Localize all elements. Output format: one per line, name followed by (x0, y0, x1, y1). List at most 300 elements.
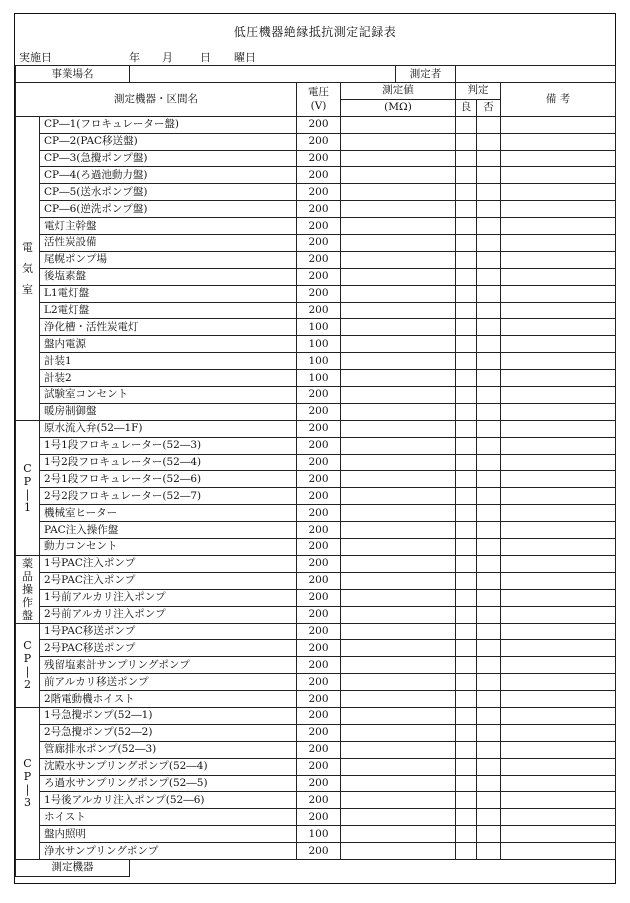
remarks-input[interactable] (501, 268, 616, 285)
remarks-input[interactable] (501, 606, 616, 623)
equipment-name: 電灯主幹盤 (40, 218, 297, 235)
table-row (16, 657, 616, 674)
judgement-bad-cell[interactable] (477, 488, 501, 505)
remarks-input[interactable] (501, 235, 616, 252)
equipment-name: 2号PAC注入ポンプ (40, 572, 297, 589)
measurement-table (15, 65, 616, 877)
remarks-input[interactable] (501, 488, 616, 505)
judgement-bad-cell[interactable] (477, 674, 501, 691)
equipment-name: 試験室コンセント (40, 387, 297, 404)
group-label-char: | (25, 783, 30, 797)
remarks-input[interactable] (501, 150, 616, 167)
voltage-value: 200 (297, 657, 341, 674)
judgement-good-cell[interactable] (456, 724, 477, 741)
group-label (16, 116, 40, 420)
measured-value-input[interactable] (341, 640, 456, 657)
judgement-bad-cell[interactable] (477, 572, 501, 589)
judgement-bad-cell[interactable] (477, 471, 501, 488)
judgement-bad-cell[interactable] (477, 809, 501, 826)
judgement-good-cell[interactable] (456, 539, 477, 556)
equipment-name: 盤内電源 (40, 336, 297, 353)
judgement-good-cell[interactable] (456, 826, 477, 843)
measured-value-input[interactable] (341, 775, 456, 792)
voltage-value: 200 (297, 471, 341, 488)
remarks-input[interactable] (501, 809, 616, 826)
judgement-bad-cell[interactable] (477, 420, 501, 437)
measured-value-input[interactable] (341, 758, 456, 775)
table-row (16, 471, 616, 488)
measured-value-input[interactable] (341, 505, 456, 522)
voltage-value: 100 (297, 370, 341, 387)
judgement-good-cell[interactable] (456, 589, 477, 606)
judgement-good-cell[interactable] (456, 640, 477, 657)
measured-value-input[interactable] (341, 235, 456, 252)
measured-value-input[interactable] (341, 251, 456, 268)
equipment-name: 機械室ヒーター (40, 505, 297, 522)
header-measured-line2: (MΩ) (341, 99, 456, 116)
equipment-name: CP―5(送水ポンプ盤) (40, 184, 297, 201)
measured-value-input[interactable] (341, 589, 456, 606)
remarks-input[interactable] (501, 167, 616, 184)
judgement-bad-cell[interactable] (477, 403, 501, 420)
measured-value-input[interactable] (341, 133, 456, 150)
table-row (16, 640, 616, 657)
judgement-bad-cell[interactable] (477, 302, 501, 319)
table-row (16, 809, 616, 826)
measured-value-input[interactable] (341, 471, 456, 488)
judgement-bad-cell[interactable] (477, 741, 501, 758)
measured-value-input[interactable] (341, 724, 456, 741)
voltage-value: 200 (297, 640, 341, 657)
measured-value-input[interactable] (341, 454, 456, 471)
remarks-input[interactable] (501, 572, 616, 589)
judgement-bad-cell[interactable] (477, 657, 501, 674)
equipment-name: 浄化槽・活性炭電灯 (40, 319, 297, 336)
remarks-input[interactable] (501, 133, 616, 150)
measured-value-input[interactable] (341, 201, 456, 218)
judgement-good-cell[interactable] (456, 285, 477, 302)
remarks-input[interactable] (501, 184, 616, 201)
remarks-input[interactable] (501, 640, 616, 657)
voltage-value: 200 (297, 809, 341, 826)
remarks-input[interactable] (501, 707, 616, 724)
voltage-value: 200 (297, 420, 341, 437)
equipment-name: 活性炭設備 (40, 235, 297, 252)
table-row (16, 555, 616, 572)
measured-value-input[interactable] (341, 319, 456, 336)
table-row (16, 707, 616, 724)
remarks-input[interactable] (501, 370, 616, 387)
judgement-good-cell[interactable] (456, 657, 477, 674)
judgement-bad-cell[interactable] (477, 133, 501, 150)
judgement-bad-cell[interactable] (477, 218, 501, 235)
header-judgement: 判定 (456, 83, 501, 100)
judgement-bad-cell[interactable] (477, 758, 501, 775)
remarks-input[interactable] (501, 691, 616, 708)
judgement-bad-cell[interactable] (477, 150, 501, 167)
measured-value-input[interactable] (341, 336, 456, 353)
judgement-bad-cell[interactable] (477, 387, 501, 404)
table-row (16, 674, 616, 691)
group-label-char: 薬 (22, 556, 33, 570)
table-row (16, 336, 616, 353)
judgement-bad-cell[interactable] (477, 268, 501, 285)
judgement-good-cell[interactable] (456, 353, 477, 370)
voltage-value: 200 (297, 623, 341, 640)
measured-value-input[interactable] (341, 707, 456, 724)
judgement-good-cell[interactable] (456, 809, 477, 826)
table-row (16, 691, 616, 708)
equipment-name: PAC注入操作盤 (40, 522, 297, 539)
voltage-value: 200 (297, 792, 341, 809)
remarks-input[interactable] (501, 826, 616, 843)
voltage-value: 200 (297, 488, 341, 505)
measured-value-input[interactable] (341, 606, 456, 623)
voltage-value: 200 (297, 251, 341, 268)
remarks-input[interactable] (501, 657, 616, 674)
group-label-char: 品 (22, 569, 33, 583)
header-row-1 (16, 83, 616, 100)
remarks-input[interactable] (501, 555, 616, 572)
judgement-good-cell[interactable] (456, 336, 477, 353)
judgement-good-cell[interactable] (456, 623, 477, 640)
group-label-char: 気 (22, 261, 33, 275)
remarks-input[interactable] (501, 674, 616, 691)
table-row (16, 353, 616, 370)
remarks-input[interactable] (501, 387, 616, 404)
voltage-value: 200 (297, 167, 341, 184)
equipment-name: 1号前アルカリ注入ポンプ (40, 589, 297, 606)
table-row (16, 758, 616, 775)
measured-value-input[interactable] (341, 657, 456, 674)
voltage-value: 200 (297, 454, 341, 471)
remarks-input[interactable] (501, 420, 616, 437)
measured-value-input[interactable] (341, 353, 456, 370)
table-row (16, 741, 616, 758)
judgement-bad-cell[interactable] (477, 116, 501, 133)
judgement-bad-cell[interactable] (477, 319, 501, 336)
group-label-char: 盤 (22, 608, 33, 622)
judgement-good-cell[interactable] (456, 133, 477, 150)
judgement-good-cell[interactable] (456, 758, 477, 775)
remarks-input[interactable] (501, 623, 616, 640)
judgement-bad-cell[interactable] (477, 336, 501, 353)
measured-value-input[interactable] (341, 691, 456, 708)
remarks-input[interactable] (501, 353, 616, 370)
voltage-value: 200 (297, 724, 341, 741)
judgement-bad-cell[interactable] (477, 724, 501, 741)
judgement-bad-cell[interactable] (477, 539, 501, 556)
equipment-name: L1電灯盤 (40, 285, 297, 302)
group-label (16, 555, 40, 623)
voltage-value: 200 (297, 285, 341, 302)
remarks-input[interactable] (501, 116, 616, 133)
table-row (16, 302, 616, 319)
measured-value-input[interactable] (341, 420, 456, 437)
judgement-bad-cell[interactable] (477, 623, 501, 640)
measured-value-input[interactable] (341, 403, 456, 420)
judgement-bad-cell[interactable] (477, 775, 501, 792)
remarks-input[interactable] (501, 302, 616, 319)
judgement-good-cell[interactable] (456, 775, 477, 792)
judgement-good-cell[interactable] (456, 116, 477, 133)
voltage-value: 200 (297, 505, 341, 522)
remarks-input[interactable] (501, 843, 616, 860)
table-row (16, 387, 616, 404)
voltage-value: 200 (297, 302, 341, 319)
judgement-good-cell[interactable] (456, 471, 477, 488)
footer-row (16, 859, 616, 876)
judgement-good-cell[interactable] (456, 387, 477, 404)
instrument-label: 測定機器 (16, 859, 130, 876)
measured-value-input[interactable] (341, 387, 456, 404)
voltage-value: 200 (297, 539, 341, 556)
judgement-good-cell[interactable] (456, 454, 477, 471)
measured-value-input[interactable] (341, 116, 456, 133)
equipment-name: 2号1段フロキュレーター(52―6) (40, 471, 297, 488)
equipment-name: 2号2段フロキュレーター(52―7) (40, 488, 297, 505)
judgement-good-cell[interactable] (456, 555, 477, 572)
remarks-input[interactable] (501, 539, 616, 556)
remarks-input[interactable] (501, 201, 616, 218)
voltage-value: 200 (297, 235, 341, 252)
measured-value-input[interactable] (341, 167, 456, 184)
remarks-input[interactable] (501, 251, 616, 268)
judgement-good-cell[interactable] (456, 505, 477, 522)
voltage-value: 200 (297, 758, 341, 775)
voltage-value: 200 (297, 268, 341, 285)
header-voltage-line2: (V) (310, 100, 327, 113)
judgement-bad-cell[interactable] (477, 184, 501, 201)
remarks-input[interactable] (501, 741, 616, 758)
remarks-input[interactable] (501, 285, 616, 302)
judgement-bad-cell[interactable] (477, 589, 501, 606)
voltage-value: 200 (297, 116, 341, 133)
table-row (16, 218, 616, 235)
measured-value-input[interactable] (341, 843, 456, 860)
measured-value-input[interactable] (341, 674, 456, 691)
measured-value-input[interactable] (341, 792, 456, 809)
measured-value-input[interactable] (341, 302, 456, 319)
judgement-good-cell[interactable] (456, 218, 477, 235)
voltage-value: 200 (297, 707, 341, 724)
measured-value-input[interactable] (341, 370, 456, 387)
judgement-good-cell[interactable] (456, 606, 477, 623)
header-good: 良 (456, 99, 477, 116)
remarks-input[interactable] (501, 336, 616, 353)
measured-value-input[interactable] (341, 150, 456, 167)
table-row (16, 623, 616, 640)
equipment-name: 2階電動機ホイスト (40, 691, 297, 708)
voltage-value: 200 (297, 133, 341, 150)
voltage-value: 200 (297, 674, 341, 691)
remarks-input[interactable] (501, 505, 616, 522)
remarks-input[interactable] (501, 792, 616, 809)
header-measured-line1: 測定値 (341, 83, 456, 100)
judgement-good-cell[interactable] (456, 403, 477, 420)
group-label-char: P (23, 770, 32, 784)
table-row (16, 268, 616, 285)
judgement-bad-cell[interactable] (477, 606, 501, 623)
measured-value-input[interactable] (341, 184, 456, 201)
measured-value-input[interactable] (341, 522, 456, 539)
measured-value-input[interactable] (341, 539, 456, 556)
equipment-name: ホイスト (40, 809, 297, 826)
equipment-name: CP―1(フロキュレーター盤) (40, 116, 297, 133)
measured-value-input[interactable] (341, 741, 456, 758)
record-sheet (14, 13, 616, 884)
judgement-bad-cell[interactable] (477, 167, 501, 184)
table-row (16, 437, 616, 454)
judgement-bad-cell[interactable] (477, 201, 501, 218)
judgement-good-cell[interactable] (456, 572, 477, 589)
judgement-bad-cell[interactable] (477, 235, 501, 252)
date-year-field[interactable]: 年 (129, 51, 140, 64)
measured-value-input[interactable] (341, 572, 456, 589)
remarks-input[interactable] (501, 403, 616, 420)
table-row (16, 792, 616, 809)
voltage-value: 200 (297, 201, 341, 218)
judgement-good-cell[interactable] (456, 741, 477, 758)
group-label-char: P (23, 652, 32, 666)
judgement-bad-cell[interactable] (477, 437, 501, 454)
judgement-good-cell[interactable] (456, 302, 477, 319)
equipment-name: 後塩素盤 (40, 268, 297, 285)
judgement-good-cell[interactable] (456, 792, 477, 809)
judgement-good-cell[interactable] (456, 691, 477, 708)
header-voltage (297, 83, 341, 117)
equipment-name: 1号PAC移送ポンプ (40, 623, 297, 640)
judgement-bad-cell[interactable] (477, 640, 501, 657)
remarks-input[interactable] (501, 589, 616, 606)
judgement-good-cell[interactable] (456, 522, 477, 539)
measured-value-input[interactable] (341, 809, 456, 826)
measured-value-input[interactable] (341, 218, 456, 235)
judgement-bad-cell[interactable] (477, 454, 501, 471)
judgement-good-cell[interactable] (456, 707, 477, 724)
date-weekday-field[interactable]: 曜日 (234, 51, 256, 64)
judgement-good-cell[interactable] (456, 674, 477, 691)
table-row (16, 285, 616, 302)
equipment-name: 1号PAC注入ポンプ (40, 555, 297, 572)
remarks-input[interactable] (501, 471, 616, 488)
judgement-bad-cell[interactable] (477, 353, 501, 370)
measured-value-input[interactable] (341, 437, 456, 454)
judgement-good-cell[interactable] (456, 488, 477, 505)
voltage-value: 100 (297, 826, 341, 843)
group-label-char: 3 (24, 796, 31, 810)
table-row (16, 454, 616, 471)
remarks-input[interactable] (501, 724, 616, 741)
remarks-input[interactable] (501, 522, 616, 539)
measured-value-input[interactable] (341, 826, 456, 843)
remarks-input[interactable] (501, 775, 616, 792)
judgement-good-cell[interactable] (456, 251, 477, 268)
judgement-good-cell[interactable] (456, 437, 477, 454)
remarks-input[interactable] (501, 758, 616, 775)
voltage-value: 200 (297, 606, 341, 623)
header-voltage-line1: 電圧 (308, 86, 329, 99)
judgement-good-cell[interactable] (456, 235, 477, 252)
table-row (16, 403, 616, 420)
group-label-char: P (23, 474, 32, 488)
judgement-bad-cell[interactable] (477, 251, 501, 268)
equipment-name: 計装1 (40, 353, 297, 370)
voltage-value: 200 (297, 589, 341, 606)
judgement-good-cell[interactable] (456, 201, 477, 218)
table-row (16, 572, 616, 589)
judgement-bad-cell[interactable] (477, 555, 501, 572)
measured-value-input[interactable] (341, 488, 456, 505)
header-equipment: 測定機器・区間名 (16, 83, 297, 117)
voltage-value: 200 (297, 184, 341, 201)
judgement-good-cell[interactable] (456, 184, 477, 201)
date-day-field[interactable]: 日 (200, 51, 211, 64)
measured-value-input[interactable] (341, 268, 456, 285)
judgement-good-cell[interactable] (456, 167, 477, 184)
voltage-value: 200 (297, 403, 341, 420)
site-input[interactable] (130, 66, 396, 83)
equipment-name: L2電灯盤 (40, 302, 297, 319)
remarks-input[interactable] (501, 437, 616, 454)
judgement-bad-cell[interactable] (477, 792, 501, 809)
remarks-input[interactable] (501, 218, 616, 235)
date-month-field[interactable]: 月 (162, 51, 173, 64)
judgement-good-cell[interactable] (456, 843, 477, 860)
table-row (16, 370, 616, 387)
group-label-char: 作 (22, 595, 33, 609)
equipment-name: 浄水サンプリングポンプ (40, 843, 297, 860)
measurer-input[interactable] (456, 66, 616, 83)
judgement-good-cell[interactable] (456, 370, 477, 387)
voltage-value: 100 (297, 319, 341, 336)
table-row (16, 184, 616, 201)
measured-value-input[interactable] (341, 285, 456, 302)
judgement-good-cell[interactable] (456, 319, 477, 336)
judgement-good-cell[interactable] (456, 268, 477, 285)
remarks-input[interactable] (501, 454, 616, 471)
group-label-char: 2 (24, 678, 31, 692)
site-label: 事業場名 (16, 66, 130, 83)
judgement-bad-cell[interactable] (477, 707, 501, 724)
judgement-bad-cell[interactable] (477, 691, 501, 708)
measured-value-input[interactable] (341, 623, 456, 640)
judgement-bad-cell[interactable] (477, 522, 501, 539)
judgement-good-cell[interactable] (456, 150, 477, 167)
voltage-value: 200 (297, 775, 341, 792)
header-bad: 否 (477, 99, 501, 116)
judgement-bad-cell[interactable] (477, 826, 501, 843)
group-label-char: 室 (22, 282, 33, 296)
group-label (16, 623, 40, 707)
table-row (16, 775, 616, 792)
table-row (16, 539, 616, 556)
judgement-good-cell[interactable] (456, 420, 477, 437)
judgement-bad-cell[interactable] (477, 843, 501, 860)
equipment-name: 原水流入弁(52―1F) (40, 420, 297, 437)
instrument-input[interactable] (130, 859, 616, 876)
group-label-char: C (23, 757, 32, 771)
equipment-name: 尾幌ポンプ場 (40, 251, 297, 268)
judgement-bad-cell[interactable] (477, 285, 501, 302)
voltage-value: 200 (297, 572, 341, 589)
equipment-name: 残留塩素計サンプリングポンプ (40, 657, 297, 674)
remarks-input[interactable] (501, 319, 616, 336)
judgement-bad-cell[interactable] (477, 370, 501, 387)
measured-value-input[interactable] (341, 555, 456, 572)
judgement-bad-cell[interactable] (477, 505, 501, 522)
equipment-name: 1号1段フロキュレーター(52―3) (40, 437, 297, 454)
